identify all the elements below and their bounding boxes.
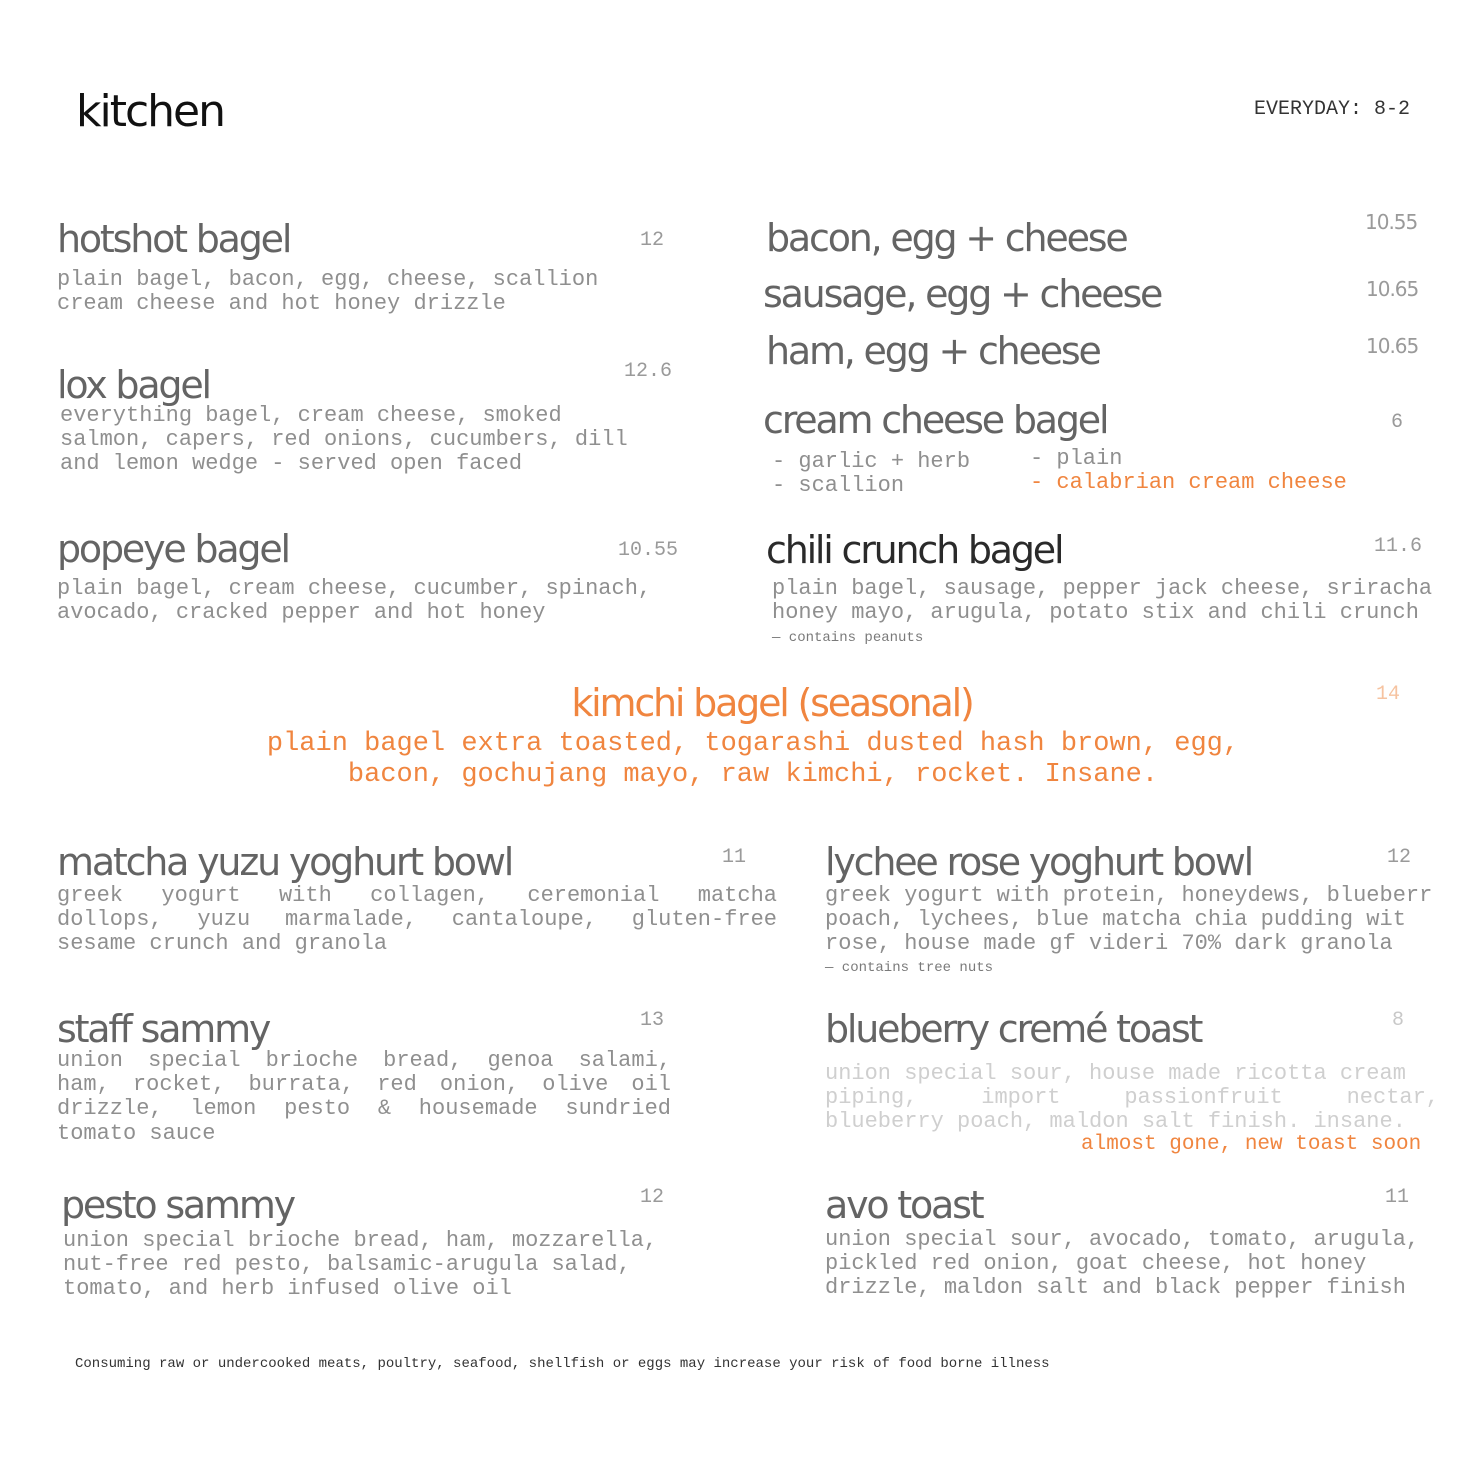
item-desc-blueberry-first: union special sour, house made ricotta cream — [825, 1061, 1406, 1086]
item-desc-blueberry-last: blueberry poach, maldon salt finish. insane. — [825, 1109, 1406, 1134]
option-garlic-herb: - garlic + herb — [772, 449, 971, 474]
item-title-ham-egg-cheese: ham, egg + cheese — [766, 329, 1100, 373]
item-price-kimchi: 14 — [1376, 683, 1401, 706]
item-title-lox: lox bagel — [57, 363, 210, 407]
item-price-lychee: 12 — [1387, 846, 1412, 869]
desc-line: rose, house made gf videri 70% dark granola — [825, 931, 1393, 956]
item-desc-lychee — [825, 884, 1432, 956]
option-plain: - plain — [1030, 446, 1123, 471]
desc-line: everything bagel, cream cheese, smoked — [60, 403, 562, 428]
allergy-note-peanuts: — contains peanuts — [772, 630, 924, 646]
desc-line: greek yogurt with protein, honeydews, blueberr — [825, 883, 1433, 908]
desc-line: nut-free red pesto, balsamic-arugula salad, — [63, 1252, 631, 1277]
item-price-lox: 12.6 — [624, 360, 673, 383]
desc-line: avocado, cracked pepper and hot honey — [57, 600, 546, 625]
desc-line: union special brioche bread, ham, mozzarella, — [63, 1228, 658, 1253]
option-calabrian: - calabrian cream cheese — [1030, 470, 1347, 495]
item-desc-matcha — [57, 884, 777, 932]
item-title-matcha: matcha yuzu yoghurt bowl — [57, 840, 513, 884]
item-desc-pesto — [63, 1229, 657, 1301]
item-title-staff: staff sammy — [57, 1007, 270, 1051]
item-price-ham-egg-cheese: 10.65 — [1366, 334, 1419, 358]
hours-label: EVERYDAY: 8-2 — [1254, 98, 1411, 121]
item-price-matcha: 11 — [722, 846, 747, 869]
item-title-blueberry: blueberry cremé toast — [825, 1007, 1202, 1051]
item-price-chili-crunch: 11.6 — [1374, 535, 1423, 558]
desc-line: drizzle, maldon salt and black pepper finish — [825, 1275, 1406, 1300]
desc-line: plain bagel, cream cheese, cucumber, spinach, — [57, 576, 652, 601]
desc-line: poach, lychees, blue matcha chia pudding wit — [825, 907, 1406, 932]
allergy-note-tree-nuts: — contains tree nuts — [825, 960, 994, 976]
desc-line: union special brioche bread, genoa salami, — [57, 1048, 671, 1073]
section-title: kitchen — [76, 86, 224, 137]
item-title-bacon-egg-cheese: bacon, egg + cheese — [766, 216, 1127, 260]
item-desc-lox — [60, 404, 628, 476]
item-title-chili-crunch: chili crunch bagel — [766, 528, 1063, 572]
item-price-hotshot: 12 — [640, 229, 665, 252]
desc-line: ham, rocket, burrata, red onion, olive oil — [57, 1072, 671, 1097]
desc-line: drizzle, lemon pesto & housemade sundried — [57, 1096, 671, 1121]
desc-line: bacon, gochujang mayo, raw kimchi, rocket. Insane. — [347, 760, 1159, 790]
desc-line: plain bagel extra toasted, togarashi dusted hash brown, egg, — [266, 729, 1240, 759]
desc-line: union special sour, avocado, tomato, arugula, — [825, 1227, 1420, 1252]
food-safety-disclaimer: Consuming raw or undercooked meats, poultry, seafood, shellfish or eggs may increase your risk of food borne illness — [75, 1356, 1050, 1372]
blueberry-notice: almost gone, new toast soon — [1081, 1133, 1422, 1156]
item-title-lychee: lychee rose yoghurt bowl — [825, 840, 1252, 884]
item-desc-chili-crunch — [772, 577, 1432, 625]
item-desc-staff — [57, 1049, 671, 1121]
desc-line: greek yogurt with collagen, ceremonial matcha — [57, 883, 777, 908]
item-price-bacon-egg-cheese: 10.55 — [1365, 210, 1418, 234]
item-price-blueberry: 8 — [1392, 1009, 1405, 1032]
item-desc-matcha-last: sesame crunch and granola — [57, 931, 388, 956]
item-price-avo: 11 — [1385, 1186, 1410, 1209]
item-price-staff: 13 — [640, 1009, 665, 1032]
item-price-popeye: 10.55 — [618, 539, 679, 562]
desc-line: pickled red onion, goat cheese, hot honey — [825, 1251, 1367, 1276]
item-desc-avo — [825, 1228, 1419, 1300]
item-title-kimchi: kimchi bagel (seasonal) — [571, 681, 973, 725]
desc-line: plain bagel, bacon, egg, cheese, scallion — [57, 267, 599, 292]
item-desc-staff-last: tomato sauce — [57, 1121, 216, 1146]
item-title-hotshot: hotshot bagel — [57, 217, 291, 261]
desc-line: and lemon wedge - served open faced — [60, 451, 523, 476]
item-title-avo: avo toast — [825, 1183, 983, 1227]
item-title-popeye: popeye bagel — [57, 527, 289, 571]
desc-line: tomato, and herb infused olive oil — [63, 1276, 512, 1301]
item-desc-kimchi — [0, 729, 1476, 791]
item-desc-blueberry-middle — [825, 1086, 1439, 1110]
item-title-cream-cheese: cream cheese bagel — [763, 398, 1108, 442]
desc-line: salmon, capers, red onions, cucumbers, dill — [60, 427, 628, 452]
item-desc-popeye — [57, 577, 651, 625]
item-price-cream-cheese: 6 — [1391, 411, 1404, 434]
desc-line: piping, import passionfruit nectar, — [825, 1085, 1439, 1110]
item-title-sausage-egg-cheese: sausage, egg + cheese — [763, 272, 1162, 316]
desc-line: plain bagel, sausage, pepper jack cheese, sriracha — [772, 576, 1433, 601]
desc-line: dollops, yuzu marmalade, cantaloupe, gluten-free — [57, 907, 777, 932]
item-desc-hotshot — [57, 268, 598, 316]
desc-line: honey mayo, arugula, potato stix and chili crunch — [772, 600, 1419, 625]
item-price-pesto: 12 — [640, 1186, 665, 1209]
option-scallion: - scallion — [772, 473, 905, 498]
item-price-sausage-egg-cheese: 10.65 — [1366, 277, 1419, 301]
item-title-pesto: pesto sammy — [61, 1183, 294, 1227]
desc-line: cream cheese and hot honey drizzle — [57, 291, 506, 316]
